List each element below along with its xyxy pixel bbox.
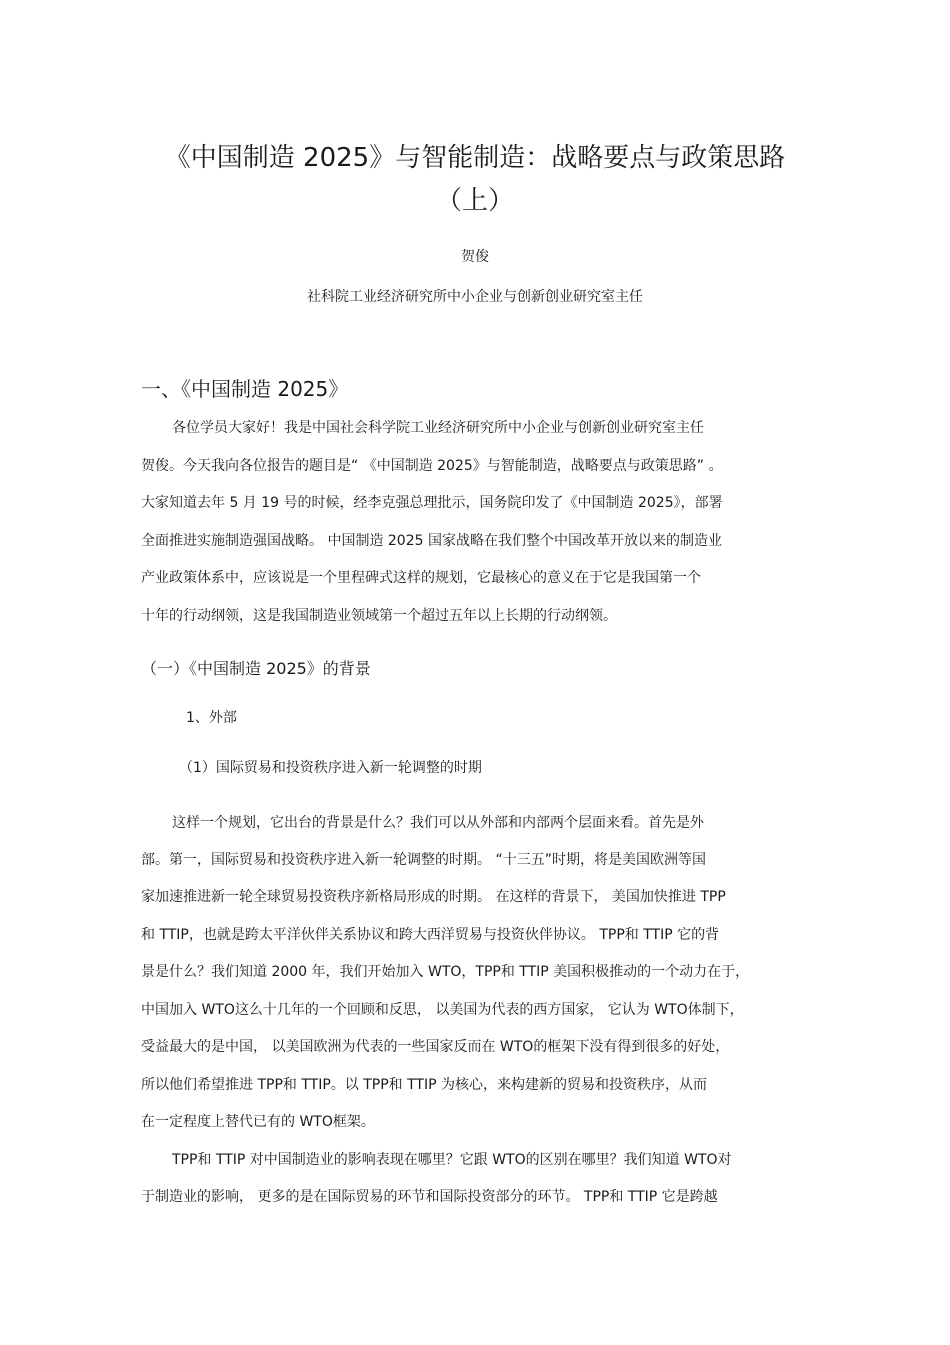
author-affiliation: 社科院工业经济研究所中小企业与创新创业研究室主任 [307, 289, 643, 305]
paragraph-line: 全面推进实施制造强国战略。 中国制造 2025 国家战略在我们整个中国改革开放以来的制造业 [141, 533, 722, 549]
paragraph-line: 部。第一，国际贸易和投资秩序进入新一轮调整的时期。 “十三五”时期，将是美国欧洲等国 [141, 852, 706, 868]
paragraph-line: 产业政策体系中，应该说是一个里程碑式这样的规划，它最核心的意义在于它是我国第一个 [141, 570, 701, 586]
author-name: 贺俊 [461, 249, 489, 265]
paragraph-line: 在一定程度上替代已有的 WTO框架。 [141, 1114, 375, 1130]
paragraph-line: 贺俊。今天我向各位报告的题目是“ 《中国制造 2025》与智能制造，战略要点与政策思路” 。 [141, 458, 723, 474]
paragraph-line: 和 TTIP，也就是跨太平洋伙伴关系协议和跨大西洋贸易与投资伙伴协议。 TPP和 TTIP 它的背 [141, 927, 720, 943]
document-title-line-2: （上） [435, 186, 514, 216]
subsection-heading: （一）《中国制造 2025》的背景 [141, 659, 371, 678]
paragraph-line: 景是什么？我们知道 2000 年，我们开始加入 WTO，TPP和 TTIP 美国积极推动的一个动力在于， [141, 964, 750, 980]
paragraph-line: 所以他们希望推进 TPP和 TTIP。以 TPP和 TTIP 为核心，来构建新的贸易和投资秩序，从而 [141, 1077, 707, 1093]
paragraph-line: 大家知道去年 5 月 19 号的时候，经李克强总理批示，国务院印发了《中国制造 2025》，部署 [141, 495, 723, 511]
document-title-line-1: 《中国制造 2025》与智能制造：战略要点与政策思路 [164, 143, 786, 173]
item-subheading: （1）国际贸易和投资秩序进入新一轮调整的时期 [179, 760, 482, 776]
paragraph-line: 各位学员大家好！我是中国社会科学院工业经济研究所中小企业与创新创业研究室主任 [172, 420, 704, 436]
paragraph-line: 这样一个规划，它出台的背景是什么？我们可以从外部和内部两个层面来看。首先是外 [172, 815, 704, 831]
section-heading: 一、《中国制造 2025》 [141, 377, 349, 401]
paragraph-line: 受益最大的是中国， 以美国欧洲为代表的一些国家反而在 WTO的框架下没有得到很多的好处， [141, 1039, 730, 1055]
paragraph-line: 于制造业的影响， 更多的是在国际贸易的环节和国际投资部分的环节。 TPP和 TTIP 它是跨越 [141, 1189, 718, 1205]
paragraph-line: 家加速推进新一轮全球贸易投资秩序新格局形成的时期。 在这样的背景下， 美国加快推进 TPP [141, 889, 726, 905]
item-heading: 1、外部 [186, 710, 237, 726]
paragraph-line: 十年的行动纲领，这是我国制造业领域第一个超过五年以上长期的行动纲领。 [141, 608, 617, 624]
paragraph-line: TPP和 TTIP 对中国制造业的影响表现在哪里？它跟 WTO的区别在哪里？我们知道 WTO对 [172, 1152, 732, 1168]
paragraph-line: 中国加入 WTO这么十几年的一个回顾和反思， 以美国为代表的西方国家， 它认为 WTO体制下， [141, 1002, 744, 1018]
